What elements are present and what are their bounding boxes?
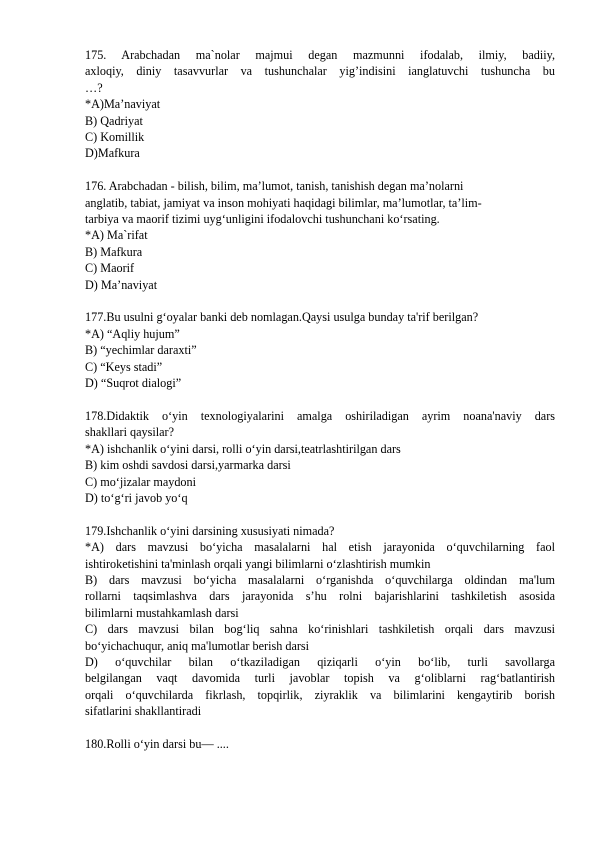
- question-176: [85, 178, 555, 293]
- answer-option-c: C) mo‘jizalar maydoni: [85, 474, 197, 489]
- answer-option-a-line: ishtiroketishini ta'minlash orqali yangi bilimlarni o‘zlashtirish mumkin: [85, 556, 431, 571]
- answer-option-d-line: sifatlarini shakllantiradi: [85, 704, 202, 719]
- answer-option-d: D) Ma’naviyat: [85, 277, 158, 292]
- answer-option-d-line: belgilangan vaqt davomida turli javoblar topish va g‘oliblarni rag‘batlantirish: [85, 671, 555, 686]
- spacer: [85, 506, 555, 522]
- answer-option-a: *A) Ma`rifat: [85, 228, 148, 243]
- question-stem-line: …?: [85, 80, 103, 95]
- answer-option-a-line: *A) dars mavzusi bo‘yicha masalalarni hal etish jarayonida o‘quvchilarning faol: [85, 540, 555, 555]
- question-stem-line: 180.Rolli o‘yin darsi bu— ....: [85, 736, 229, 751]
- answer-option-d-line: D) o‘quvchilar bilan o‘tkaziladigan qiziqarli o‘yin bo‘lib, turli savollarga: [85, 654, 555, 669]
- answer-option-c: C) Maorif: [85, 261, 135, 276]
- answer-option-b: B) Mafkura: [85, 244, 143, 259]
- question-stem-line: shakllari qaysilar?: [85, 425, 175, 440]
- answer-option-d-line: orqali o‘quvchilarda fikrlash, topqirlik, ziyraklik va bilimlarini kengaytirib borish: [85, 687, 555, 702]
- spacer: [85, 392, 555, 408]
- answer-option-a: *A) “Aqliy hujum”: [85, 326, 180, 341]
- answer-option-b: B) kim oshdi savdosi darsi,yarmarka darsi: [85, 458, 291, 473]
- question-175: [85, 47, 555, 162]
- answer-option-c: C) Komillik: [85, 130, 145, 145]
- question-stem-line: 177.Bu usulni g‘oyalar banki deb nomlagan.Qaysi usulga bunday ta'rif berilgan?: [85, 310, 479, 325]
- answer-option-d: D)Mafkura: [85, 146, 140, 161]
- question-180: [85, 736, 555, 752]
- answer-option-b-line: rollarni taqsimlashva dars jarayonida s’hu rolni bajarishlarini tashkiletish asosida: [85, 589, 555, 604]
- question-stem-line: 175. Arabchadan ma`nolar majmui degan mazmunni ifodalab, ilmiy, badiiy,: [85, 48, 555, 62]
- question-179: [85, 523, 555, 720]
- answer-option-b: B) “yechimlar daraxti”: [85, 343, 197, 358]
- answer-option-d: D) to‘g‘ri javob yo‘q: [85, 490, 188, 505]
- answer-option-b-line: bilimlarni mustahkamlash darsi: [85, 605, 239, 620]
- question-stem-line: anglatib, tabiat, jamiyat va inson mohiyati haqidagi bilimlar, ma’lumotlar, ta’lim-: [85, 195, 482, 210]
- question-stem-line: tarbiya va maorif tizimi uyg‘unligini ifodalovchi tushunchani ko‘rsating.: [85, 212, 440, 227]
- answer-option-d: D) “Suqrot dialogi”: [85, 376, 182, 391]
- spacer: [85, 293, 555, 309]
- document-page: [85, 47, 555, 752]
- answer-option-c-line: bo‘yichachuqur, aniq ma'lumotlar berish darsi: [85, 638, 310, 653]
- answer-option-c: C) “Keys stadi”: [85, 359, 163, 374]
- question-177: [85, 309, 555, 391]
- answer-option-c-line: C) dars mavzusi bilan bog‘liq sahna ko‘rinishlari tashkiletish orqali dars mavzusi: [85, 622, 555, 637]
- spacer: [85, 162, 555, 178]
- answer-option-b-line: B) dars mavzusi bo‘yicha masalalarni o‘rganishda o‘quvchilarga oldindan ma'lum: [85, 572, 555, 587]
- answer-option-a: *A)Ma’naviyat: [85, 97, 161, 112]
- spacer: [85, 720, 555, 736]
- question-stem-line: axloqiy, diniy tasavvurlar va tushunchalar yig’indisini ianglatuvchi tushuncha bu: [85, 64, 555, 79]
- question-stem-line: 178.Didaktik o‘yin texnologiyalarini amalga oshiriladigan ayrim noana'naviy dars: [85, 408, 555, 423]
- question-178: [85, 408, 555, 506]
- question-stem-line: 179.Ishchanlik o‘yini darsining xususiyati nimada?: [85, 523, 335, 538]
- answer-option-b: B) Qadriyat: [85, 113, 143, 128]
- answer-option-a: *A) ishchanlik o‘yini darsi, rolli o‘yin darsi,teatrlashtirilgan dars: [85, 441, 401, 456]
- question-stem-line: 176. Arabchadan - bilish, bilim, ma’lumot, tanish, tanishish degan ma’nolarni: [85, 179, 464, 194]
